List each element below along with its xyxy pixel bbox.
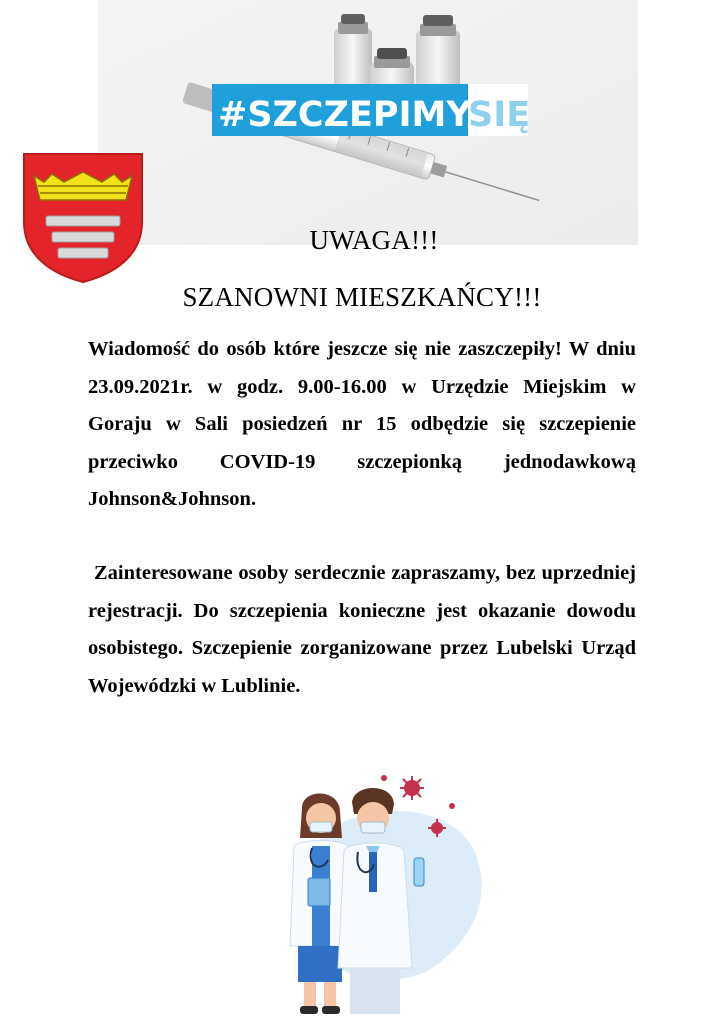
doctors-illustration-icon: [262, 768, 502, 1020]
coat-of-arms-icon: [22, 152, 144, 284]
greeting-heading: SZANOWNI MIESZKAŃCY!!!: [182, 282, 542, 312]
attention-heading: UWAGA!!!: [309, 225, 439, 255]
vial-icon: [334, 14, 372, 88]
announcement-paragraph: Wiadomość do osób które jeszcze się nie zaszczepiły! W dniu 23.09.2021r. w godz. 9.00-16.00 w Urzędzie Miejskim w Goraju w Sali posiedzeń nr 15 odbędzie się szczepienie przeciwko COVID-19 szczepionką jednodawkową Johnson&Johnson.: [88, 338, 636, 510]
hashtag-badge: [212, 84, 530, 136]
hashtag-accent-text: SIĘ: [468, 95, 531, 135]
invitation-paragraph: Zainteresowane osoby serdecznie zapraszamy, bez uprzedniej rejestracji. Do szczepienia konieczne jest okazanie dowodu osobistego. Szczepienie zorganizowane przez Lubelski Urząd Wojewódzki w Lublinie.: [88, 562, 636, 697]
hashtag-main-text: #SZCZEPIMY: [218, 95, 472, 135]
vaccination-banner: [98, 0, 638, 245]
vaccine-syringe-image: [98, 0, 638, 245]
